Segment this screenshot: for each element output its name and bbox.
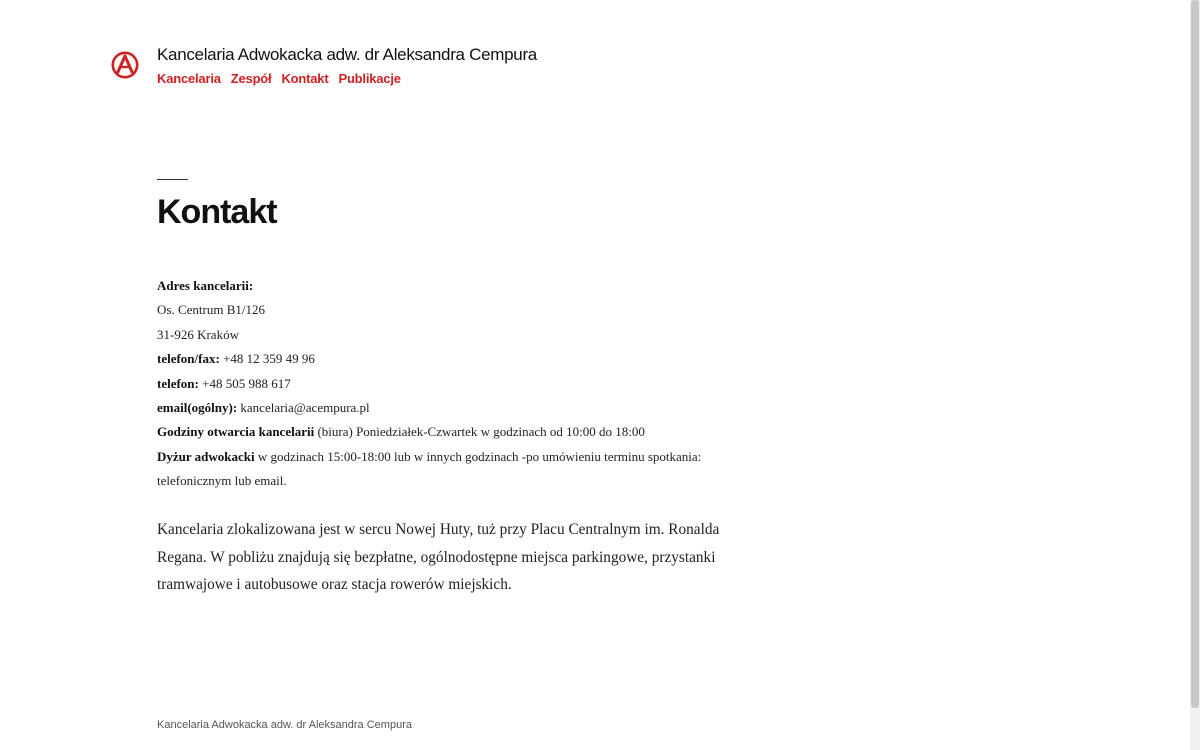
opening-hours-label: Godziny otwarcia kancelarii [157,424,315,440]
law-firm-logo-icon[interactable] [111,51,139,79]
title-divider [157,179,188,180]
duty-value: w godzinach 15:00-18:00 lub w innych godzinach -po umówieniu terminu spotkania: [257,448,702,464]
opening-hours-value: (biura) Poniedziałek-Czwartek w godzinach od 10:00 do 18:00 [317,424,645,440]
address-line-2: 31-926 Kraków [157,326,239,342]
email-line [157,396,757,420]
duty-line [157,445,757,469]
main-navigation [157,71,401,86]
contact-info [157,274,757,494]
email-label: email(ogólny): [157,399,238,415]
phone-value[interactable]: +48 505 988 617 [202,375,291,391]
page-scrollbar[interactable] [1190,0,1200,750]
email-value[interactable]: kancelaria@acempura.pl [240,399,370,415]
duty-continuation: telefonicznym lub email. [157,473,287,489]
nav-link-kontakt[interactable]: Kontakt [281,71,329,86]
opening-hours-line [157,420,757,444]
address-label-line [157,274,757,298]
address-line-1: Os. Centrum B1/126 [157,302,265,318]
footer-site-name[interactable]: Kancelaria Adwokacka adw. dr Aleksandra Cempura [157,719,412,731]
phone-line [157,372,757,396]
nav-link-publikacje[interactable]: Publikacje [338,71,401,86]
phone-fax-label: telefon/fax: [157,351,220,367]
phone-fax-value[interactable]: +48 12 359 49 96 [223,351,315,367]
nav-link-zespol[interactable]: Zespół [230,71,272,86]
duty-label: Dyżur adwokacki [157,448,255,464]
location-description: Kancelaria zlokalizowana jest w sercu Nowej Huty, tuż przy Placu Centralnym im. Ronalda Regana. W pobliżu znajdują się bezpłatne, ogólnodostępne miejsca parkingowe, przystanki tramwajowe i autobusowe oraz stacja rowerów miejskich. [157,521,720,593]
scrollbar-thumb[interactable] [1191,0,1199,708]
site-title[interactable]: Kancelaria Adwokacka adw. dr Aleksandra Cempura [157,45,537,64]
page-title: Kontakt [157,193,277,231]
address-label: Adres kancelarii: [157,278,254,293]
phone-fax-line [157,347,757,371]
phone-label: telefon: [157,375,199,391]
nav-link-kancelaria[interactable]: Kancelaria [157,71,221,86]
